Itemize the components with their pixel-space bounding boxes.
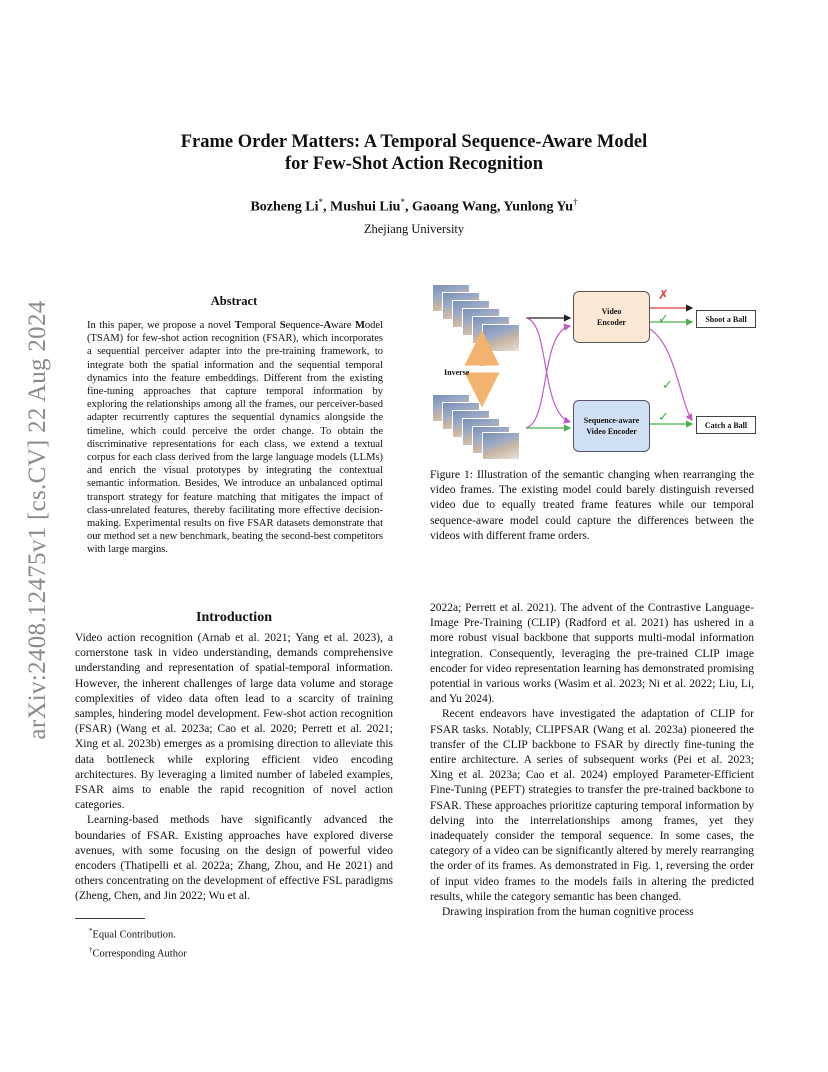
author-name: Bozheng Li bbox=[250, 199, 319, 215]
author-separator: , bbox=[496, 199, 504, 215]
abstract-text: odel (TSAM) for few-shot action recognition (FSAR), which incorporates a sequential perceiver adapter into the pre-training framework, to integrate both the spatial information and the sequential temporal dynamics into the feature embeddings. Different from the existing fine-tuning approaches that capture temporal information by exploring the relationships among all the frames, our perceiver-based adapter recurrently captures the sequential dynamics alongside the timeline, which could perceive the order change. To obtain the discriminative representations for each class, we extend a textual corpus for each class derived from the large language models (LLMs) and enrich the visual prototypes by integrating the contextual semantic information. Besides, We introduce an unbalanced optimal transport strategy for feature matching that mitigates the impact of class-unrelated features, thereby facilitating more effective decision-making. Experimental results on five FSAR datasets demonstrate that our method set a new benchmark, beating the second-best competitors with large margins. bbox=[87, 320, 383, 556]
abstract-bold-letter: A bbox=[323, 320, 332, 331]
check-mark-icon: ✓ bbox=[662, 378, 673, 393]
encoder-label: Video Encoder bbox=[586, 427, 637, 436]
encoder-label: Video bbox=[601, 307, 622, 316]
title-line-2: for Few-Shot Action Recognition bbox=[284, 154, 544, 174]
encoder-label: Encoder bbox=[597, 318, 626, 327]
encoder-label: Sequence-aware bbox=[583, 416, 640, 425]
inverse-label: Inverse bbox=[444, 368, 470, 377]
author-separator: , bbox=[323, 199, 331, 215]
paragraph: Learning-based methods have significantly advanced the boundaries of FSAR. Existing approaches have explored diverse avenues, with some focusing on the design of powerful video encoders (Thatipelli et al. 2022a; Zhang, Zhou, and He 2021) and others concentrating on the development of effective FSL paradigms (Zheng, Chen, and Jin 2022; Wu et al. bbox=[75, 814, 393, 903]
label-catch-a-ball: Catch a Ball bbox=[696, 416, 756, 434]
figure-1 bbox=[430, 282, 756, 460]
abstract-body bbox=[87, 319, 383, 557]
paragraph: 2022a; Perrett et al. 2021). The advent of the Contrastive Language-Image Pre-Training (CLIP) (Radford et al. 2021) has ushered in a more robust visual backbone that supports multi-modal information integration. Consequently, leveraging the pre-trained CLIP image encoder for video representation learning has demonstrated promising potential in various works (Wasim et al. 2023; Ni et al. 2022; Liu, Li, and Yu 2024). bbox=[430, 602, 754, 706]
check-mark-icon: ✓ bbox=[658, 312, 669, 327]
author-mark: † bbox=[573, 197, 578, 207]
abstract-text: emporal bbox=[241, 320, 280, 331]
paragraph: Drawing inspiration from the human cognitive process bbox=[442, 906, 694, 919]
author-name: Yunlong Yu bbox=[503, 199, 574, 215]
abstract-text: ware bbox=[331, 320, 355, 331]
footnote-equal-contribution: *Equal Contribution. bbox=[89, 927, 176, 941]
paragraph: Video action recognition (Arnab et al. 2021; Yang et al. 2023), a cornerstone task in video understanding, demands comprehensive understanding and representation of spatial-temporal information. However, the inherent challenges of large data volume and storage complexities of video data often lead to a scarcity of training samples, hindering model development. Few-shot action recognition (FSAR) (Wang et al. 2023a; Cao et al. 2020; Perrett et al. 2021; Xing et al. 2023b) emerges as a promising direction to alleviate this data bottleneck while exploring efficient video encoding architectures. By leveraging a limited number of labeled examples, FSAR aims to enable the rapid recognition of novel action categories. bbox=[75, 632, 393, 812]
affiliation: Zhejiang University bbox=[363, 222, 465, 236]
paper-title bbox=[120, 131, 708, 175]
footnote-corresponding: †Corresponding Author bbox=[89, 945, 187, 959]
footnotes bbox=[89, 924, 187, 961]
author-separator: , bbox=[404, 199, 412, 215]
arxiv-id-text: arXiv:2408.12475v1 [cs.CV] 22 Aug 2024 bbox=[24, 300, 51, 740]
label-shoot-a-ball: Shoot a Ball bbox=[696, 310, 756, 328]
video-encoder-box bbox=[573, 291, 650, 343]
introduction-heading: Introduction bbox=[196, 610, 272, 625]
cross-mark-icon: ✗ bbox=[658, 288, 669, 303]
sequence-aware-encoder-box bbox=[573, 400, 650, 452]
abstract-bold-letter: M bbox=[355, 320, 365, 331]
author-mark: * bbox=[400, 197, 405, 207]
right-column-text bbox=[430, 601, 754, 920]
check-mark-icon: ✓ bbox=[658, 410, 669, 425]
author-list bbox=[120, 197, 708, 216]
abstract-bold-letter: S bbox=[279, 320, 286, 331]
author-name: Gaoang Wang bbox=[411, 199, 497, 215]
author-mark: * bbox=[318, 197, 324, 207]
footnote-text: Corresponding Author bbox=[92, 948, 187, 959]
arxiv-side-stamp bbox=[18, 280, 58, 760]
abstract-text: In this paper, we propose a novel bbox=[87, 320, 235, 331]
author-name: Mushui Liu bbox=[330, 199, 401, 215]
figure-caption: Figure 1: Illustration of the semantic changing when rearranging the video frames. The existing model could barely distinguish reversed video due to equally treated frame features while our temporal sequence-aware model could capture the differences between the videos with different frame orders. bbox=[430, 469, 754, 542]
footnote-rule bbox=[75, 918, 145, 919]
abstract-bold-letter: T bbox=[234, 320, 242, 331]
title-line-1: Frame Order Matters: A Temporal Sequence-Aware Model bbox=[180, 132, 648, 152]
paragraph: Recent endeavors have investigated the adaptation of CLIP for FSAR tasks. Notably, CLIPFSAR (Wang et al. 2023a) pioneered the transfer of the CLIP backbone to FSAR by directly fine-tuning the entire architecture. A series of subsequent works (Pei et al. 2023; Xing et al. 2023a; Cao et al. 2024) employed Parameter-Efficient Fine-Tuning (PEFT) strategies to transfer the pre-trained backbone to FSAR. These approaches prioritize capturing temporal information by delving into the interrelationships among frames, yet they inadequately consider the temporal sequence. In some cases, the category of a video can be significantly altered by merely rearranging the order of its frames. As demonstrated in Fig. 1, reversing the order of input video frames to the models fails in altering the predicted results, while the category semantic has been changed. bbox=[430, 708, 754, 903]
footnote-text: Equal Contribution. bbox=[92, 929, 176, 941]
abstract-text: equence- bbox=[285, 320, 324, 331]
left-column-text bbox=[75, 631, 393, 905]
abstract-heading: Abstract bbox=[210, 294, 258, 308]
